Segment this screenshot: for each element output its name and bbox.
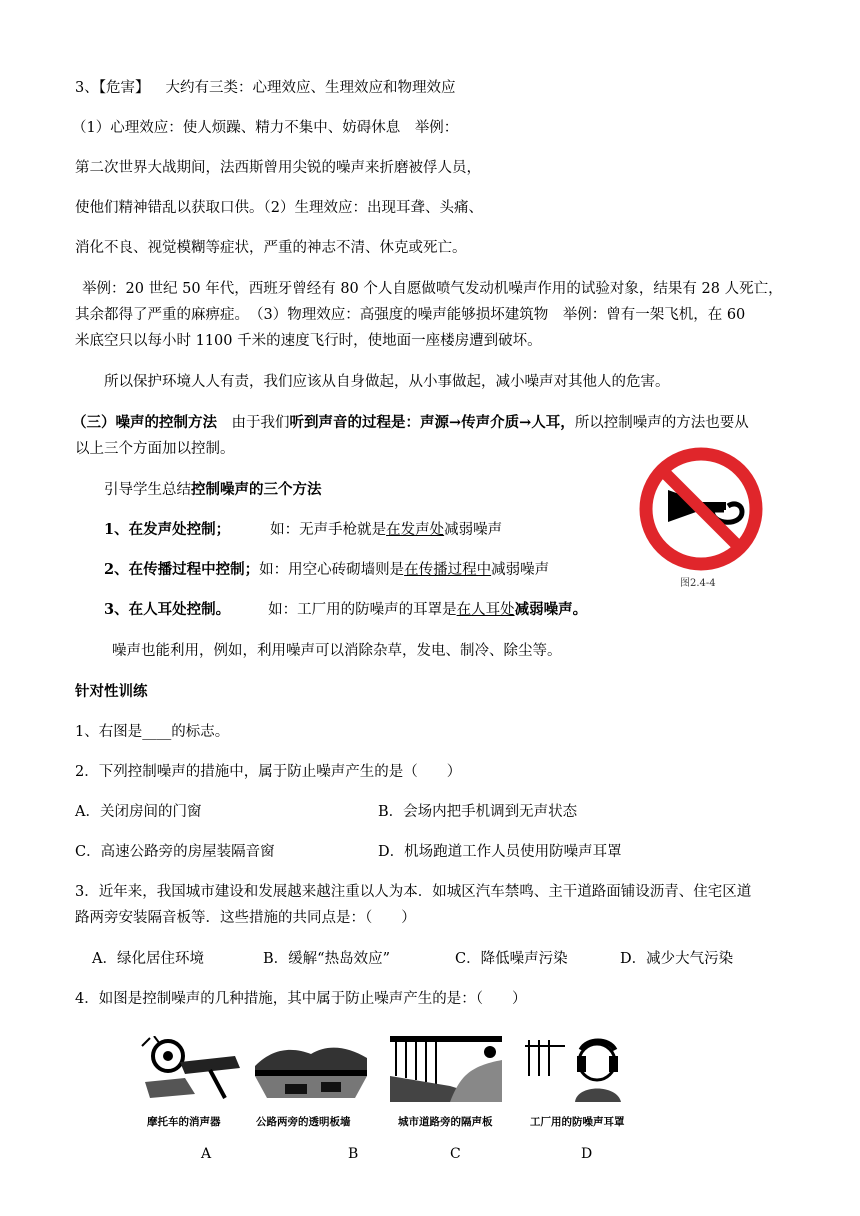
city-road-sound-barrier-image <box>390 1036 502 1102</box>
physio-effect: 使他们精神错乱以获取口供。（2）生理效应：出现耳聋、头痛、 <box>75 200 483 216</box>
physical-example: 米底空只以每小时 1100 千米的速度飞行时，使地面一座楼房遭到破坏。 <box>75 333 542 349</box>
control-intro-line: （三）噪声的控制方法 由于我们听到声音的过程是：声源→传声介质→人耳，所以控制噪声的方法也要从 <box>72 414 749 431</box>
figure-caption: 图2.4-4 <box>680 578 716 589</box>
hazard-title: 3、【危害】 <box>75 80 150 96</box>
factory-earmuff-image <box>525 1036 637 1102</box>
three-methods: 控制噪声的三个方法 <box>191 481 322 498</box>
question-3-line-1: 3．近年来，我国城市建设和发展越来越注重以人为本．如城区汽车禁鸣、主干道路面铺设沥青、住宅区道 <box>75 884 752 900</box>
picture-c-caption: 城市道路旁的隔声板 <box>398 1116 493 1128</box>
hearing-process: 听到声音的过程是：声源→传声介质→人耳， <box>289 414 575 431</box>
noise-use: 噪声也能利用，例如，利用噪声可以消除杂草，发电、制冷、除尘等。 <box>112 643 562 659</box>
q2-option-c: C．高速公路旁的房屋装隔音窗 <box>75 844 275 860</box>
practice-heading: 针对性训练 <box>75 683 148 700</box>
method-2: 2、在传播过程中控制；如：用空心砖砌墙则是在传播过程中减弱噪声 <box>104 561 550 578</box>
hazard-title-line <box>75 78 455 98</box>
method-3: 3、在人耳处控制。 如：工厂用的防噪声的耳罩是在人耳处减弱噪声。 <box>104 601 588 618</box>
motorcycle-muffler-image <box>140 1036 252 1102</box>
question-1: 1、右图是____的标志。 <box>75 724 230 740</box>
question-4: 4．如图是控制噪声的几种措施，其中属于防止噪声产生的是：（ ） <box>75 991 527 1007</box>
highway-transparent-wall-image <box>255 1036 367 1102</box>
q3-option-b: B．缓解“热岛效应” <box>263 951 390 967</box>
q2-option-d: D．机场跑道工作人员使用防噪声耳罩 <box>378 844 622 860</box>
q2-option-a: A．关闭房间的门窗 <box>75 804 202 820</box>
control-intro-cont: 以上三个方面加以控制。 <box>75 441 235 457</box>
method-1: 1、在发声处控制； 如：无声手枪就是在发声处减弱噪声 <box>104 521 503 538</box>
no-horn-sign-icon <box>638 446 764 572</box>
physical-effect: 其余都得了严重的麻痹症。 （3）物理效应：高强度的噪声能够损坏建筑物 举例：曾有一架飞机，在 60 <box>75 307 746 323</box>
picture-a-letter: A <box>201 1146 212 1162</box>
picture-b-caption: 公路两旁的透明板墙 <box>256 1116 351 1128</box>
q3-option-c: C．降低噪声污染 <box>455 951 568 967</box>
q3-option-a: A．绿化居住环境 <box>92 951 204 967</box>
physio-symptoms: 消化不良、视觉模糊等症状，严重的神志不清、休克或死亡。 <box>75 240 467 256</box>
guide-line: 引导学生总结控制噪声的三个方法 <box>104 481 322 498</box>
psych-example: 第二次世界大战期间，法西斯曾用尖锐的噪声来折磨被俘人员， <box>75 160 481 176</box>
psych-effect: （1）心理效应：使人烦躁、精力不集中、妨碍休息 举例： <box>72 120 459 136</box>
physio-example: 举例：20 世纪 50 年代，西班牙曾经有 80 个人自愿做喷气发动机噪声作用的试验对象，结果有 28 人死亡， <box>82 281 783 297</box>
question-2: 2．下列控制噪声的措施中，属于防止噪声产生的是（ ） <box>75 764 462 780</box>
protect-environment: 所以保护环境人人有责，我们应该从自身做起，从小事做起，减小噪声对其他人的危害。 <box>104 374 670 390</box>
picture-d-letter: D <box>581 1146 593 1162</box>
picture-d-caption: 工厂用的防噪声耳罩 <box>530 1116 625 1128</box>
question-3-line-2: 路两旁安装隔音板等．这些措施的共同点是：（ ） <box>75 910 416 926</box>
q2-option-b: B．会场内把手机调到无声状态 <box>378 804 578 820</box>
q3-option-d: D．减少大气污染 <box>620 951 734 967</box>
hazard-intro: 大约有三类：心理效应、生理效应和物理效应 <box>165 80 456 96</box>
picture-b-letter: B <box>348 1146 359 1162</box>
picture-a-caption: 摩托车的消声器 <box>147 1116 221 1128</box>
picture-c-letter: C <box>450 1146 461 1162</box>
control-heading: （三）噪声的控制方法 <box>72 414 217 431</box>
